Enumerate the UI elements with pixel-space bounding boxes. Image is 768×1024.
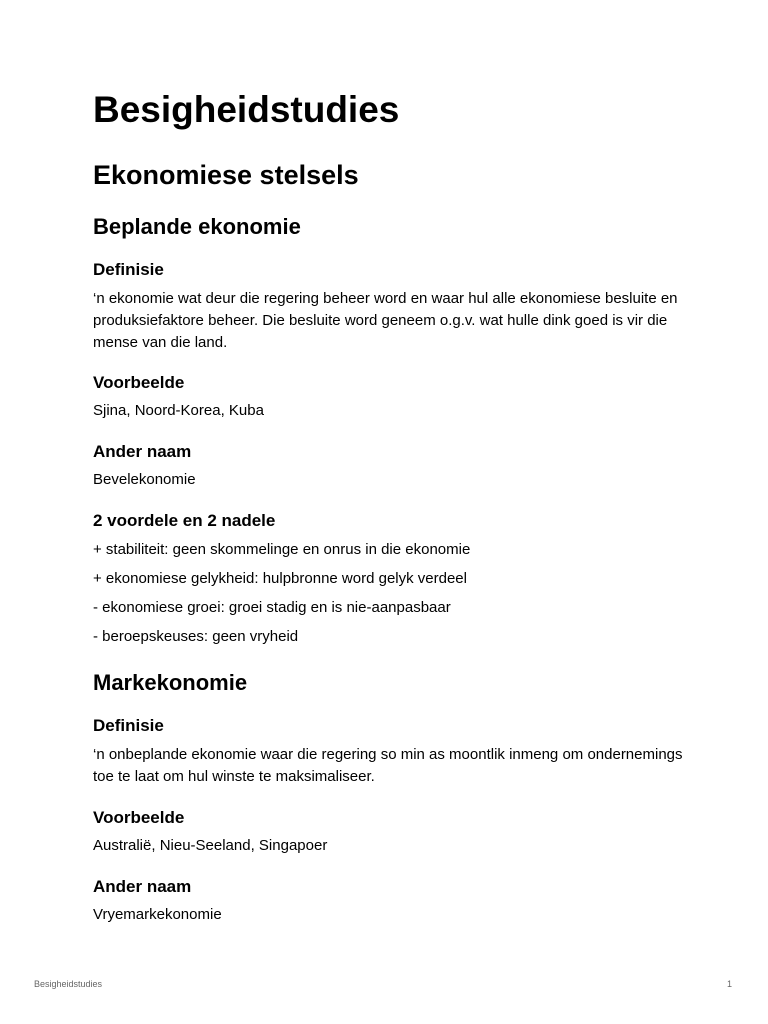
market-economy-heading: Markekonomie	[93, 670, 248, 695]
planned-examples-text: Sjina, Noord-Korea, Kuba	[93, 402, 264, 419]
planned-other-name-heading: Ander naam	[93, 442, 192, 461]
footer-title: Besigheidstudies	[34, 979, 103, 989]
planned-economy-heading: Beplande ekonomie	[93, 214, 301, 239]
pros-cons-item: - ekonomiese groei: groei stadig en is nie-aanpasbaar	[93, 599, 451, 616]
market-other-name-heading: Ander naam	[93, 877, 192, 896]
market-examples-text: Australië, Nieu-Seeland, Singapoer	[93, 837, 328, 854]
planned-other-name-text: Bevelekonomie	[93, 471, 196, 488]
planned-definition-text: ‘n ekonomie wat deur die regering beheer word en waar hul alle ekonomiese besluite en produksiefaktore beheer. Die besluite word geneem o.g.v. wat hulle dink goed is vir die mense van die land.	[93, 290, 678, 351]
page-title: Besigheidstudies	[93, 89, 400, 130]
market-definition-heading: Definisie	[93, 716, 164, 735]
section-heading: Ekonomiese stelsels	[93, 160, 359, 190]
pros-cons-item: + ekonomiese gelykheid: hulpbronne word gelyk verdeel	[93, 570, 467, 587]
pros-cons-item: + stabiliteit: geen skommelinge en onrus in die ekonomie	[93, 541, 471, 558]
planned-definition-heading: Definisie	[93, 260, 164, 279]
market-definition-text: ‘n onbeplande ekonomie waar die regering so min as moontlik inmeng om ondernemings toe te laat om hul winste te maksimaliseer.	[93, 746, 683, 785]
page-number: 1	[727, 979, 733, 989]
planned-pros-cons-heading: 2 voordele en 2 nadele	[93, 511, 276, 530]
market-examples-heading: Voorbeelde	[93, 808, 185, 827]
pros-cons-item: - beroepskeuses: geen vryheid	[93, 628, 299, 645]
planned-examples-heading: Voorbeelde	[93, 373, 185, 392]
market-other-name-text: Vryemarkekonomie	[93, 906, 222, 923]
